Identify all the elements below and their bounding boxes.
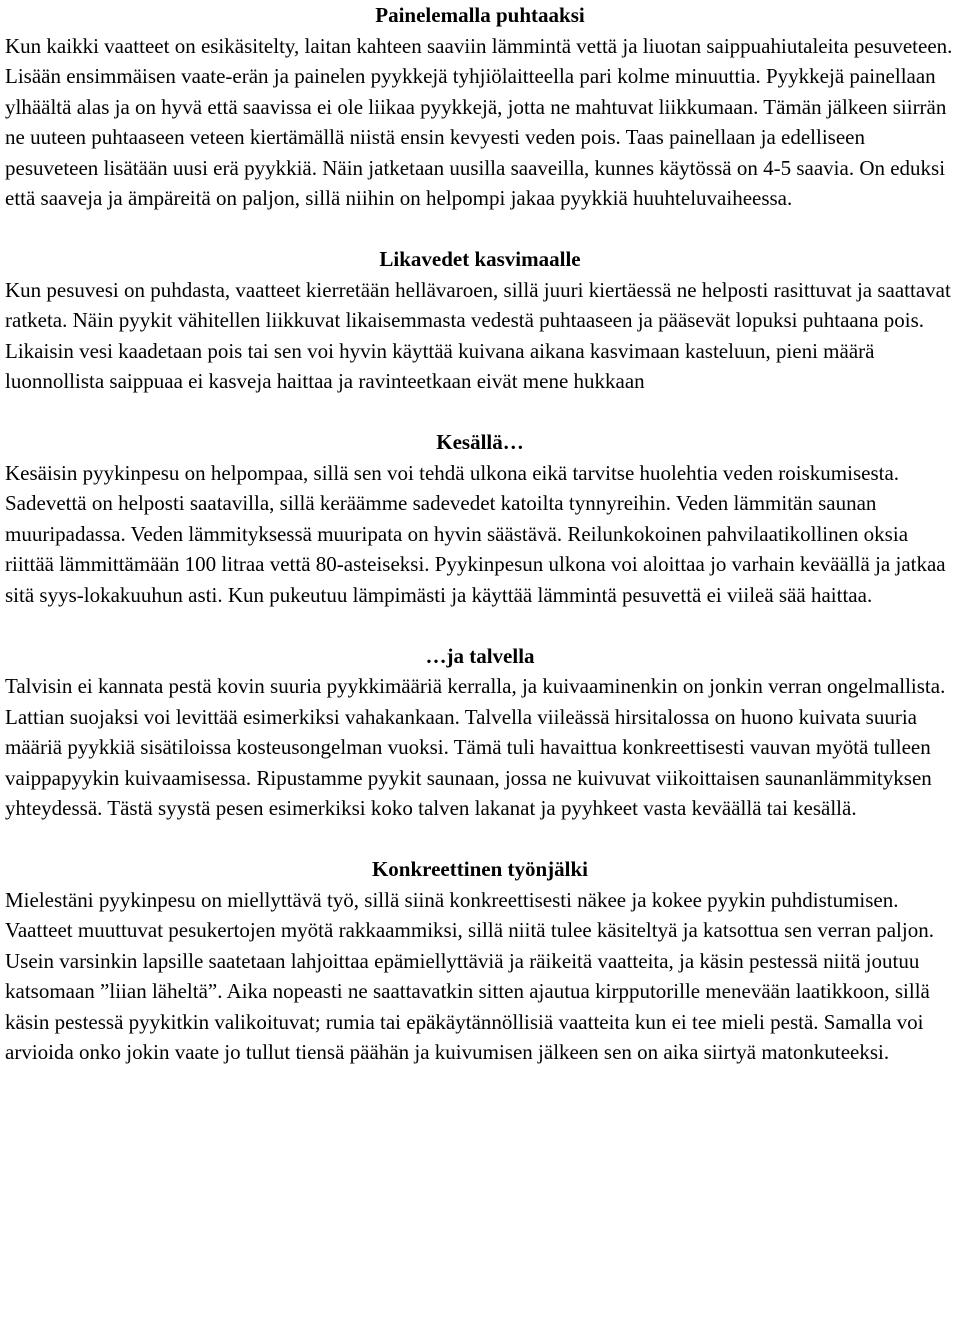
section-talvella [5,641,955,824]
section-heading: Konkreettinen työnjälki [371,857,589,881]
document-page [5,0,955,1068]
section-likavedet [5,244,955,397]
section-paragraph: Kesäisin pyykinpesu on helpompaa, sillä sen voi tehdä ulkona eikä tarvitse huolehtia veden roiskumisesta. Sadevettä on helposti saatavilla, sillä keräämme sadevedet katoilta tynnyreihin. Veden lämmitän saunan muuripadassa. Veden lämmityksessä muuripata on hyvin säästävä. Reilunkokoinen pahvilaatikollinen oksia riittää lämmittämään 100 litraa vettä 80-asteiseksi. Pyykinpesun ulkona voi aloittaa jo varhain keväällä ja jatkaa sitä syys-lokakuuhun asti. Kun pukeutuu lämpimästi ja käyttää lämmintä pesuvettä ei viileä sää haittaa. [5,460,946,607]
section-heading: Painelemalla puhtaaksi [375,3,585,27]
section-kesalla [5,427,955,610]
section-paragraph: Kun pesuvesi on puhdasta, vaatteet kierretään hellävaroen, sillä juuri kiertäessä ne helposti rasittuvat ja saattavat ratketa. Näin pyykit vähitellen liikkuvat likaisemmasta vedestä puhtaaseen ja pääsevät lopuksi puhtaana pois. Likaisin vesi kaadetaan pois tai sen voi hyvin käyttää kuivana aikana kasvimaan kasteluun, pieni määrä luonnollista saippuaa ei kasveja haittaa ja ravinteetkaan eivät mene hukkaan [5,277,951,393]
section-heading: Kesällä… [436,430,524,454]
section-paragraph: Kun kaikki vaatteet on esikäsitelty, laitan kahteen saaviin lämmintä vettä ja liuotan saippuahiutaleita pesuveteen. Lisään ensimmäisen vaate-erän ja painelen pyykkejä tyhjiölaitteella pari kolme minuuttia. Pyykkejä painellaan ylhäältä alas ja on hyvä että saavissa ei ole liikaa pyykkejä, jotta ne mahtuvat liikkumaan. Tämän jälkeen siirrän ne uuteen puhtaaseen veteen kiertämällä niistä ensin kevyesti veden pois. Taas painellaan ja edelliseen pesuveteen lisätään uusi erä pyykkiä. Näin jatketaan uusilla saaveilla, kunnes käytössä on 4-5 saavia. On eduksi että saaveja ja ämpäreitä on paljon, sillä niihin on helpompi jakaa pyykkiä huuhteluvaiheessa. [5,33,953,210]
section-paragraph: Talvisin ei kannata pestä kovin suuria pyykkimääriä kerralla, ja kuivaaminenkin on jonkin verran ongelmallista. Lattian suojaksi voi levittää esimerkiksi vahakankaan. Talvella viileässä hirsitalossa on huono kuivata suuria määriä pyykkiä sisätiloissa kosteusongelman vuoksi. Tämä tuli havaittua konkreettisesti vauvan myötä tulleen vaippapyykin kuivaamisessa. Ripustamme pyykit saunaan, jossa ne kuivuvat viikoittaisen saunanlämmityksen yhteydessä. Tästä syystä pesen esimerkiksi koko talven lakanat ja pyyhkeet vasta keväällä tai kesällä. [5,674,946,820]
section-konkreettinen [5,854,955,1068]
section-heading: Likavedet kasvimaalle [379,247,581,271]
section-paragraph: Mielestäni pyykinpesu on miellyttävä työ, sillä siinä konkreettisesti näkee ja kokee pyykin puhdistumisen. Vaatteet muuttuvat pesukertojen myötä rakkaammiksi, sillä niitä tulee käsiteltyä ja katsottua sen verran paljon. Usein varsinkin lapsille saatetaan lahjoittaa epämiellyttäviä ja räikeitä vaatteita, ja käsin pestessä niitä joutuu katsomaan ”liian läheltä”. Aika nopeasti ne saattavatkin sitten ajautua kirpputorille menevään laatikkoon, sillä käsin pestessä pyykitkin valikoituvat; rumia tai epäkäytännöllisiä vaatteita kun ei tee mieli pestä. Samalla voi arvioida onko jokin vaate jo tullut tiensä päähän ja kuivumisen jälkeen sen on aika siirtyä matonkuteeksi. [5,887,934,1064]
section-painelemalla [5,0,955,214]
section-heading: …ja talvella [425,643,535,668]
